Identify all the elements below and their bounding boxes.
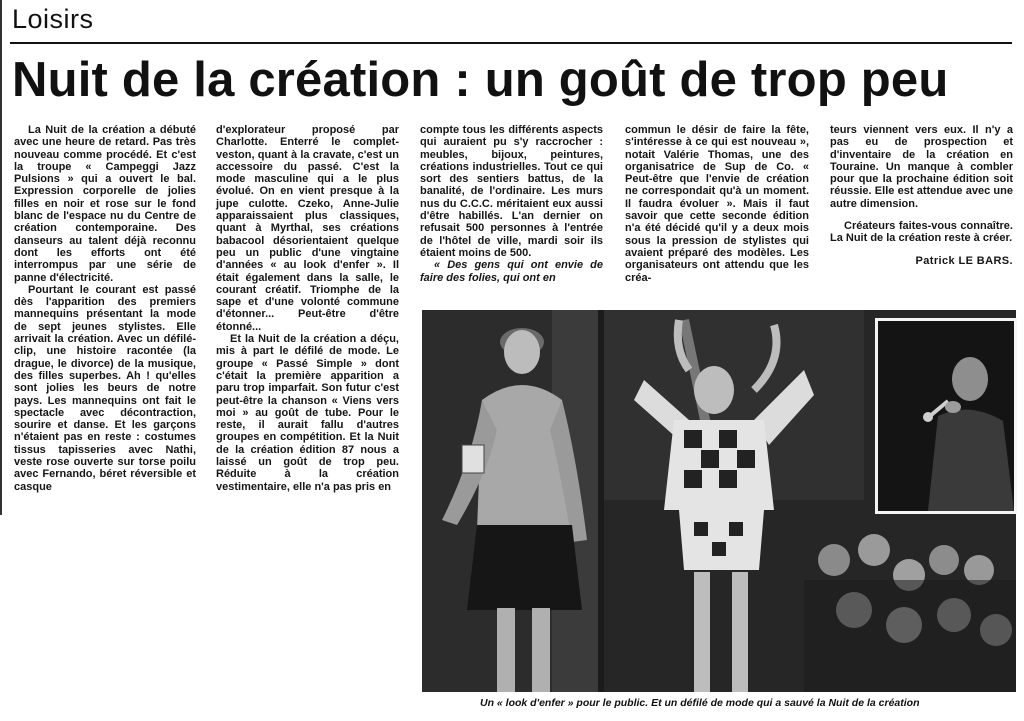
paragraph: La Nuit de la création a débuté avec une heure de retard. Pas très nouveau comme procédé. Et c'est la troupe « Campeggi Jazz Pulsions » qui a ouvert le bal. Expression corporelle de jolies filles en noir et rose sur le fond blanc de l'espace nu du Centre de création contemporaine. Des danseurs au talent déjà reconnu dont les efforts ont été interrompus par une série de panne d'électricité. <box>14 124 196 284</box>
paragraph: compte tous les différents aspects qui auraient pu s'y raccrocher : meubles, bijoux, peintures, créations industrielles. Tout ce qui sort des sentiers battus, de la banalité, de l'ordinaire. Les murs nus du C.C.C. méritaient eux aussi d'être habillés. L'an dernier on refusait 500 personnes à l'entrée de l'hôtel de ville, mardi soir ils étaient moins de 500. <box>420 124 603 259</box>
byline: Patrick LE BARS. <box>915 254 1013 267</box>
photo-singer-inset <box>875 318 1017 514</box>
article-column-3 <box>420 124 603 284</box>
article-column-2 <box>216 124 399 493</box>
rubric-rule <box>10 42 1012 44</box>
singer-illustration <box>878 321 1014 511</box>
photo-caption: Un « look d'enfer » pour le public. Et un défilé de mode qui a sauvé la Nuit de la création <box>480 697 920 709</box>
dancer-illustration <box>422 310 598 692</box>
paragraph: Et la Nuit de la création a déçu, mis à part le défilé de mode. Le groupe « Passé Simple » dont c'était la première apparition a paru trop imparfait. Son futur c'est peut-être la chanson « Viens vers moi » au goût de tube. Pour le reste, il aurait fallu d'autres groupes en compétition. Et la Nuit de la création édition 87 nous a laissé un goût de trop peu. Réduite à la création vestimentaire, elle n'a pas pris en <box>216 333 399 493</box>
section-rubric: Loisirs <box>12 4 94 34</box>
paragraph: commun le désir de faire la fête, s'intéresse à ce qui est nouveau », notait Valérie Thomas, une des organisatrice de Sup de Co. « Peut-être que l'envie de création ne correspondait qu'à un moment. Il faudra évoluer ». Mais il faut savoir que cette seconde édition n'a été décidé qu'il y a deux mois sous la pression de stylistes qui avaient préparé des modèles. Les organisateurs ont attendu que les créa- <box>625 124 809 284</box>
quote-paragraph <box>420 259 603 284</box>
paragraph: d'explorateur proposé par Charlotte. Enterré le complet-veston, quant à la cravate, c'est un accessoire du passé. C'est la mode masculine qui a le plus évolué. On en vient presque à la jupe culotte. Czeko, Anne-Julie apparaissaient plus classiques, quant à Myrthal, ses créations babacool désorientaient quelque peu un public d'une vingtaine d'années « au look d'enfer ». Il était également dans la salle, le courant créatif. Triomphe de la sape et d'une volonté commune d'étonner... Peut-être d'être étonné... <box>216 124 399 333</box>
article-column-4 <box>625 124 809 284</box>
headline: Nuit de la création : un goût de trop peu <box>12 53 949 107</box>
article-column-5 <box>830 124 1013 267</box>
photo-block <box>422 310 1016 692</box>
article-column-1 <box>14 124 196 493</box>
paragraph: Pourtant le courant est passé dès l'apparition des premiers mannequins présentant la mode de sept jeunes stylistes. Elle arrivait la création. Avec un défilé-clip, une histoire racontée (la drague, le divorce) de la musique, des filles superbes. Ah ! qu'elles sont jolies les beurs de notre pays. Les mannequins ont fait le spectacle avec décontraction, sourire et danse. Et les garçons n'étaient pas en reste : costumes tissus tapisseries avec Nathi, veste rose ouverte sur torse poilu avec Fernando, béret réversible et casque <box>14 283 196 493</box>
page-left-border <box>0 0 2 515</box>
paragraph: Créateurs faites-vous connaître. La Nuit de la création reste à créer. <box>830 220 1013 245</box>
quote-text: « Des gens qui ont envie de faire des folies, qui ont en <box>420 259 603 284</box>
photo-dancer <box>422 310 598 692</box>
paragraph: teurs viennent vers eux. Il n'y a pas eu de prospection et d'inventaire de la création en Touraine. Un manque à combler pour que la prochaine édition soit réussie. Elle est attendue avec une autre dimension. <box>830 124 1013 210</box>
